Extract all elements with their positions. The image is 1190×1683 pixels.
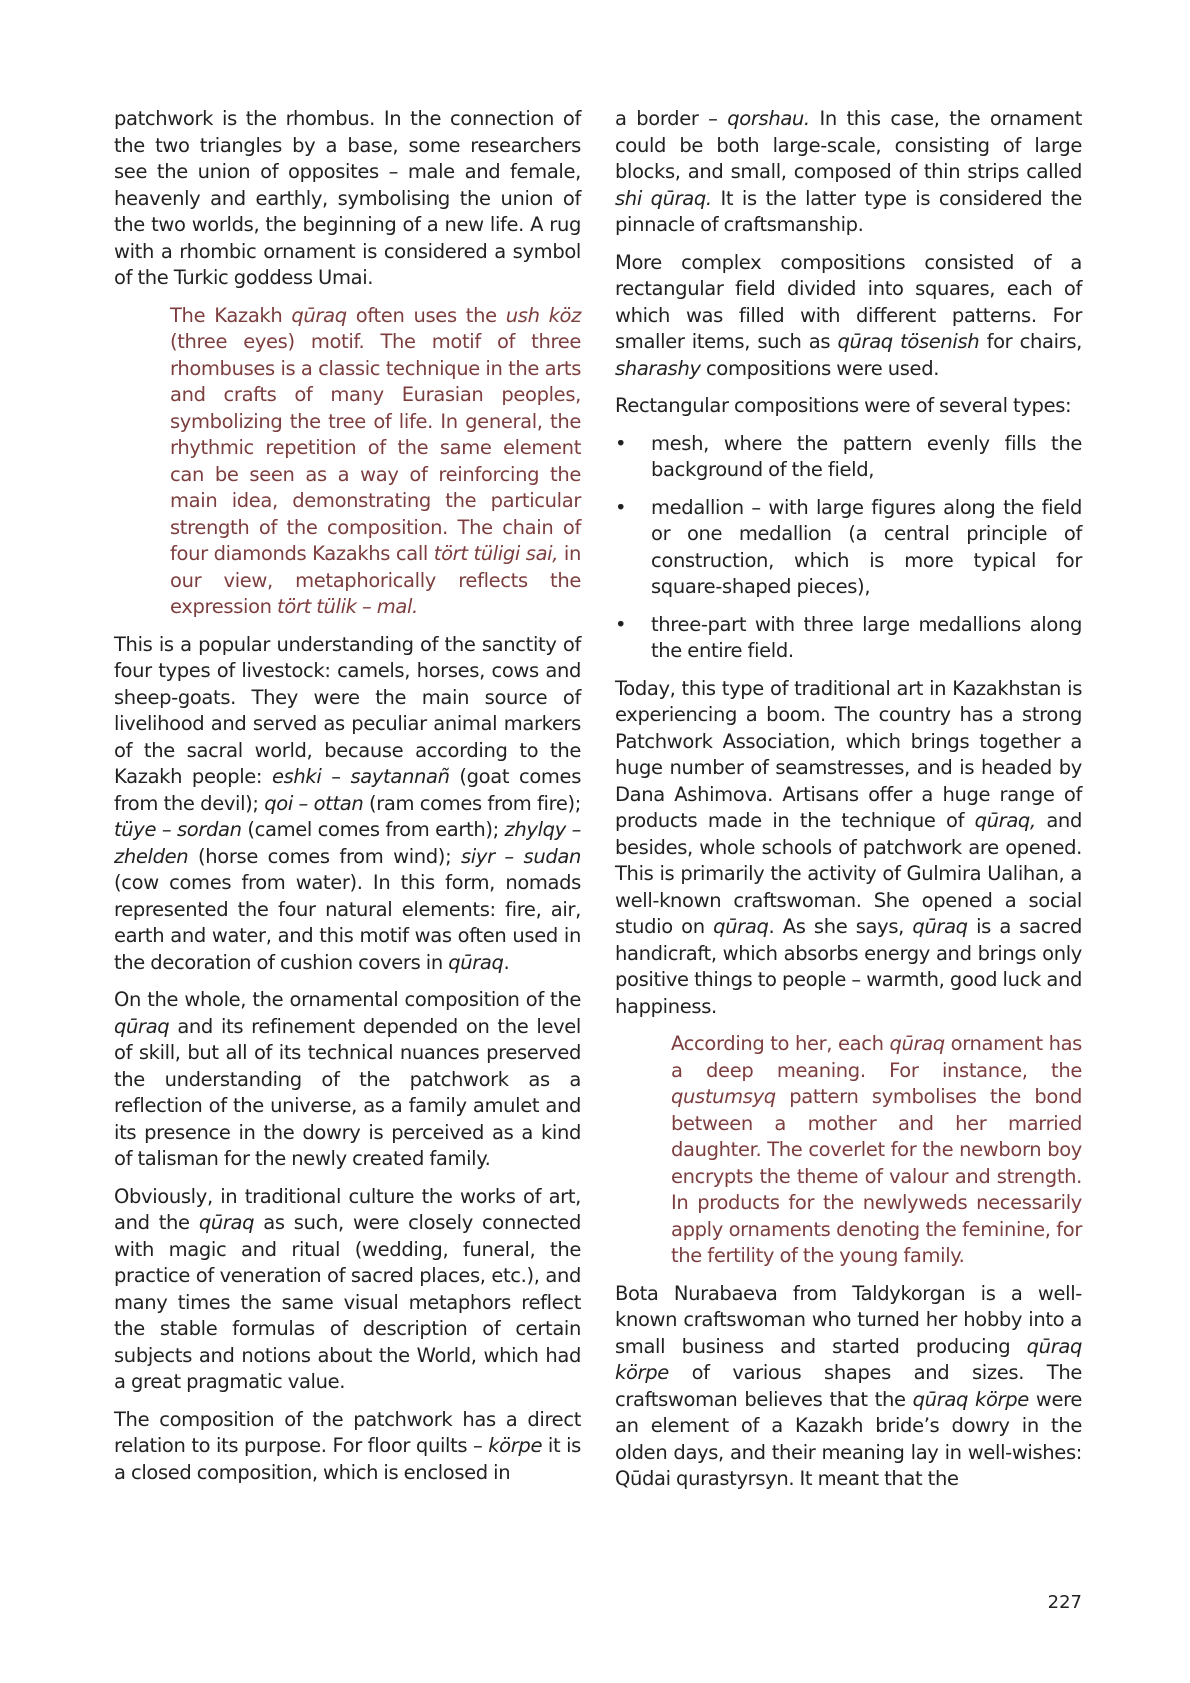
text-run: It is the latter type is considered the pinnacle of craftsmanship. bbox=[615, 186, 1082, 236]
text-run: In this case, the ornament could be both large-scale, consisting of large blocks, and small, composed of thin strips called bbox=[615, 107, 1082, 183]
italic-term: eshki – saytannañ bbox=[271, 765, 450, 788]
text-run: and besides, whole schools of patchwork are opened. This is primarily the activity of Gulmira Ualihan, a well-known craftswoman. She opened a social studio on bbox=[615, 809, 1082, 938]
text-run: On the whole, the ornamental composition of the bbox=[114, 988, 581, 1011]
page-number: 227 bbox=[1047, 1592, 1082, 1613]
highlighted-quote bbox=[170, 303, 581, 621]
text-run: were an element of a Kazakh bride’s dowry in the olden days, and their meaning lay in well-wishes: Qūdai qurastyrsyn. It meant that the bbox=[615, 1387, 1083, 1490]
italic-term: sharashy bbox=[615, 356, 701, 380]
text-run: Obviously, in traditional culture the works of art, and the bbox=[114, 1184, 581, 1234]
italic-term: qūraq bbox=[448, 950, 504, 974]
text-run: is a sacred handicraft, which absorbs energy and brings only positive things to people – warmth, good luck and happiness. bbox=[615, 915, 1083, 1018]
text-run: pattern symbolises the bond between a mother and her married daughter. The coverlet for the newborn boy encrypts the theme of valour and strength. In products for the newlyweds necessarily apply ornaments denoting the feminine, for the fertility of the young family. bbox=[671, 1085, 1082, 1267]
italic-term: qorshau. bbox=[727, 107, 810, 130]
text-run: The composition of the patchwork has a direct relation to its purpose. For floor quilts – bbox=[114, 1407, 581, 1457]
paragraph bbox=[114, 632, 581, 977]
italic-term: tört tüligi sai, bbox=[433, 542, 559, 565]
italic-term: siyr – sudan bbox=[461, 844, 581, 868]
text-run: in our view, metaphorically reflects the expression bbox=[170, 542, 581, 618]
text-run: Today, this type of traditional art in Kazakhstan is experiencing a boom. The country has a strong Patchwork Association, which brings together a huge number of seamstresses, and is headed by Dana Ashimova. Artisans offer a huge range of products made in the technique of bbox=[615, 676, 1082, 832]
text-run: compositions were used. bbox=[700, 356, 940, 380]
text-run: More complex compositions consisted of a rectangular field divided into squares, each of which was filled with different patterns. For smaller items, such as bbox=[615, 250, 1082, 353]
list-item: • three-part with three large medallions along the entire field. bbox=[615, 612, 1082, 665]
right-column bbox=[615, 106, 1082, 1504]
italic-term: körpe bbox=[488, 1434, 543, 1457]
italic-term: shi qūraq. bbox=[615, 186, 712, 210]
text-run: Bota Nurabaeva from Taldykorgan is a well-known craftswoman who turned her hobby into a small business and started producing bbox=[615, 1281, 1082, 1358]
left-column bbox=[114, 106, 581, 1497]
paragraph bbox=[615, 106, 1082, 239]
text-run: patchwork is the rhombus. In the connection of the two triangles by a base, some researchers see the union of opposites – male and female, heavenly and earthly, symbolising the union of the two worlds, the beginning of a new life. A rug with a rhombic ornament is considered a symbol of the Turkic goddess Umai. bbox=[114, 107, 581, 289]
italic-term: qūraq bbox=[198, 1211, 255, 1234]
text-run: . bbox=[503, 950, 510, 974]
italic-term: qūraq bbox=[713, 915, 769, 938]
paragraph bbox=[114, 1407, 581, 1487]
italic-term: tüye – sordan bbox=[114, 818, 242, 841]
paragraph bbox=[615, 1281, 1082, 1493]
highlighted-quote bbox=[671, 1031, 1082, 1270]
italic-term: qūraq, bbox=[974, 809, 1036, 832]
italic-term: qūraq körpe bbox=[615, 1334, 1082, 1384]
text-run: as such, were closely connected with magic and ritual (wedding, funeral, the practice of veneration of sacred places, etc.), and many times the same visual metaphors reflect the stable formulas of description of certain subjects and notions about the World, which had a great pragmatic value. bbox=[114, 1211, 581, 1393]
bullet-list bbox=[615, 431, 1082, 665]
italic-term: ush köz bbox=[505, 303, 582, 327]
text-run: ornament has a deep meaning. For instance, the bbox=[671, 1032, 1082, 1082]
paragraph bbox=[615, 250, 1082, 383]
italic-term: qūraq bbox=[889, 1032, 945, 1055]
text-run: According to her, each bbox=[671, 1032, 890, 1055]
paragraph bbox=[615, 393, 1082, 420]
text-run: and its refinement depended on the level of skill, but all of its technical nuances preserved the understanding of the patchwork as a reflection of the universe, as a family amulet and its presence in the dowry is perceived as a kind of talisman for the newly created family. bbox=[114, 1014, 581, 1170]
text-run: . As she says, bbox=[768, 915, 913, 938]
italic-term: qoi – ottan bbox=[264, 791, 364, 815]
text-run: This is a popular understanding of the sanctity of four types of livestock: camels, horses, cows and sheep-goats. They were the main source of livelihood and served as peculiar animal markers of the sacral world, because according to the Kazakh people: bbox=[114, 632, 581, 788]
paragraph bbox=[615, 676, 1082, 1021]
text-run: The Kazakh bbox=[170, 303, 292, 327]
text-run: of various shapes and sizes. The craftswoman believes that the bbox=[615, 1361, 1082, 1411]
italic-term: qūraq körpe bbox=[912, 1387, 1029, 1411]
italic-term: qūraq tösenish bbox=[837, 330, 980, 353]
text-run: Rectangular compositions were of several types: bbox=[615, 394, 1072, 417]
italic-term: qustumsyq bbox=[671, 1085, 776, 1108]
text-run: (cow comes from water). In this form, nomads represented the four natural elements: fire, air, earth and water, and this motif was often used in the decoration of cushion covers in bbox=[114, 871, 581, 974]
italic-term: tört tülik – mal. bbox=[277, 595, 418, 618]
text-run: a border – bbox=[615, 107, 728, 130]
paragraph bbox=[114, 987, 581, 1173]
italic-term: zhylqy – zhelden bbox=[114, 818, 581, 868]
italic-term: qūraq bbox=[291, 303, 347, 327]
italic-term: qūraq bbox=[912, 915, 968, 938]
list-item: • mesh, where the pattern evenly fills the background of the field, bbox=[615, 431, 1082, 484]
text-run: (three eyes) motif. The motif of three rhombuses is a classic technique in the arts and crafts of many Eurasian peoples, symbolizing the tree of life. In general, the rhythmic repetition of the same element can be seen as a way of reinforcing the main idea, demonstrating the particular strength of the composition. The chain of four diamonds Kazakhs call bbox=[170, 330, 581, 565]
paragraph bbox=[114, 106, 581, 292]
text-run: for chairs, bbox=[979, 330, 1082, 353]
text-run: (goat comes from the devil); bbox=[114, 765, 582, 815]
italic-term: qūraq bbox=[114, 1014, 170, 1038]
list-item: • medallion – with large figures along the field or one medallion (a central principle of construction, which is more typical for square-shaped pieces), bbox=[615, 495, 1082, 601]
text-run: often uses the bbox=[346, 303, 506, 327]
text-run: it is a closed composition, which is enclosed in bbox=[114, 1434, 581, 1484]
text-run: (camel comes from earth); bbox=[241, 818, 505, 841]
text-run: (ram comes from fire); bbox=[363, 791, 581, 815]
text-run: (horse comes from wind); bbox=[188, 844, 461, 868]
paragraph bbox=[114, 1184, 581, 1396]
